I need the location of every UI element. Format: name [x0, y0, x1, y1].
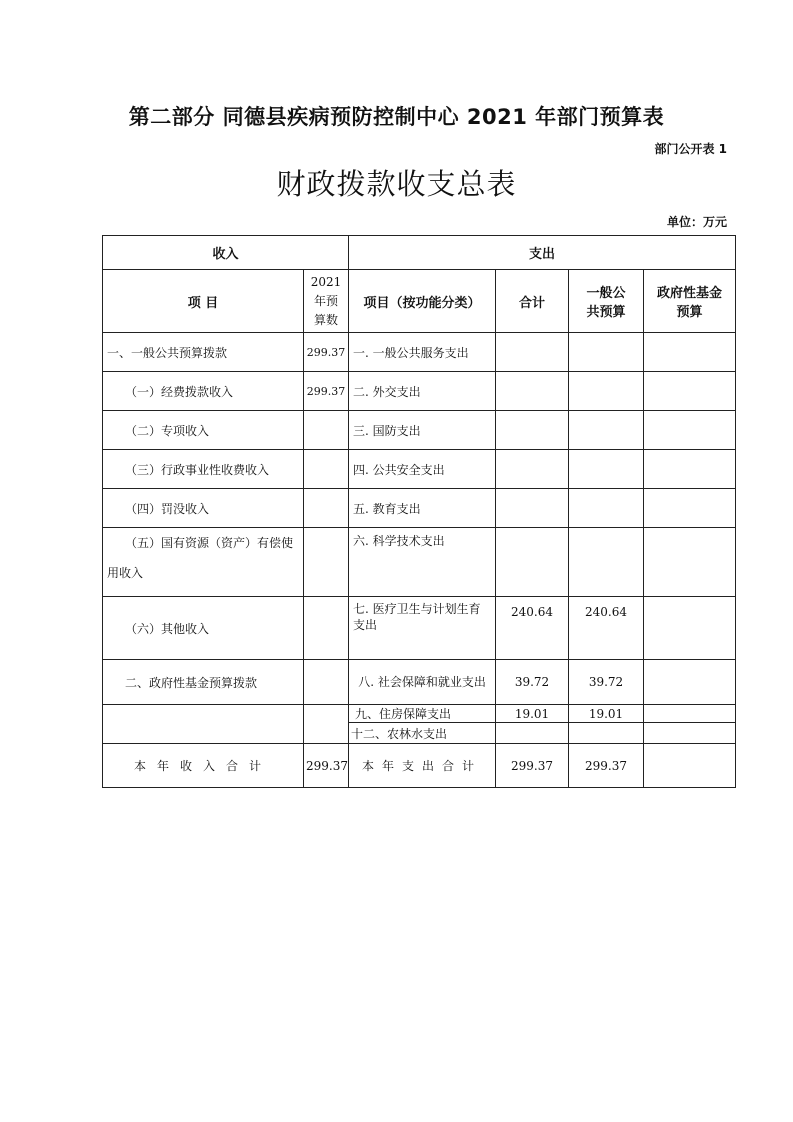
expense-fund: [644, 597, 736, 660]
income-item: （二）专项收入: [103, 411, 304, 450]
expense-total: 19.01: [496, 705, 569, 723]
expense-general: [569, 450, 644, 489]
col-total-header: 合计: [496, 270, 569, 333]
expense-general: [569, 489, 644, 528]
expense-total: [496, 372, 569, 411]
expense-item: 五. 教育支出: [349, 489, 496, 528]
expense-total-label: 本年支出合计: [349, 744, 496, 788]
income-value: [304, 489, 349, 528]
expense-header: 支出: [349, 236, 736, 270]
unit-label: 单位：万元: [666, 215, 727, 229]
expense-item: 二. 外交支出: [349, 372, 496, 411]
expense-item: 四. 公共安全支出: [349, 450, 496, 489]
income-item: （三）行政事业性收费收入: [103, 450, 304, 489]
expense-fund-total: [644, 744, 736, 788]
expense-total: [496, 489, 569, 528]
expense-item: 一. 一般公共服务支出: [349, 333, 496, 372]
income-item: 一、一般公共预算拨款: [103, 333, 304, 372]
expense-general: [569, 528, 644, 597]
expense-item: 六. 科学技术支出: [349, 528, 496, 597]
expense-total: [496, 411, 569, 450]
table-row: [103, 411, 736, 450]
expense-total: [496, 528, 569, 597]
expense-item: 七. 医疗卫生与计划生育支出: [349, 597, 496, 660]
income-value: 299.37: [304, 372, 349, 411]
expense-total: [496, 450, 569, 489]
col-fund-header: 政府性基金预算: [644, 270, 736, 333]
income-value: [304, 450, 349, 489]
expense-fund: [644, 660, 736, 705]
expense-total: [496, 723, 569, 744]
expense-fund: [644, 450, 736, 489]
expense-item: 九、住房保障支出: [349, 705, 496, 723]
expense-general: [569, 411, 644, 450]
table-header-row-2: [103, 270, 736, 333]
expense-fund: [644, 333, 736, 372]
expense-general: 19.01: [569, 705, 644, 723]
expense-general: 240.64: [569, 597, 644, 660]
income-total-label: 本年收入合计: [103, 744, 304, 788]
col-2021-header: 2021年预算数: [304, 270, 349, 333]
table-number: 部门公开表 1: [654, 142, 727, 156]
expense-general: [569, 372, 644, 411]
income-item: （四）罚没收入: [103, 489, 304, 528]
expense-fund: [644, 372, 736, 411]
table-row: [103, 333, 736, 372]
expense-grand-total: 299.37: [496, 744, 569, 788]
expense-item: 八. 社会保障和就业支出: [349, 660, 496, 705]
expense-total: 240.64: [496, 597, 569, 660]
table-row: [103, 528, 736, 597]
expense-total: 39.72: [496, 660, 569, 705]
expense-fund: [644, 705, 736, 723]
table-header-row-1: [103, 236, 736, 270]
expense-general: [569, 723, 644, 744]
budget-table: [102, 235, 736, 788]
income-value: [304, 411, 349, 450]
expense-fund: [644, 411, 736, 450]
income-value: [304, 528, 349, 597]
table-row: [103, 372, 736, 411]
expense-general: 39.72: [569, 660, 644, 705]
income-item: （一）经费拨款收入: [103, 372, 304, 411]
col-item-header: 项 目: [103, 270, 304, 333]
main-title: 财政拨款收支总表: [276, 167, 517, 201]
income-item: 二、政府性基金预算拨款: [103, 660, 304, 705]
table-row: [103, 660, 736, 705]
expense-general-total: 299.37: [569, 744, 644, 788]
expense-fund: [644, 723, 736, 744]
expense-general: [569, 333, 644, 372]
income-item: （六）其他收入: [103, 597, 304, 660]
expense-item: 十二、农林水支出: [349, 723, 496, 744]
table-row: [103, 450, 736, 489]
expense-total: [496, 333, 569, 372]
col-expense-item-header: 项目（按功能分类）: [349, 270, 496, 333]
income-item: （五）国有资源（资产）有偿使用收入: [103, 528, 304, 597]
part-title: 第二部分 同德县疾病预防控制中心 2021 年部门预算表: [128, 105, 665, 129]
expense-fund: [644, 528, 736, 597]
expense-item: 三. 国防支出: [349, 411, 496, 450]
table-row: [103, 705, 736, 723]
income-header: 收入: [103, 236, 349, 270]
col-general-header: 一般公共预算: [569, 270, 644, 333]
table-row: [103, 489, 736, 528]
table-row: [103, 597, 736, 660]
income-total-value: 299.37: [304, 744, 349, 788]
expense-fund: [644, 489, 736, 528]
total-row: [103, 744, 736, 788]
income-value: 299.37: [304, 333, 349, 372]
income-value: [304, 660, 349, 705]
income-value: [304, 705, 349, 744]
income-value: [304, 597, 349, 660]
income-item: [103, 705, 304, 744]
